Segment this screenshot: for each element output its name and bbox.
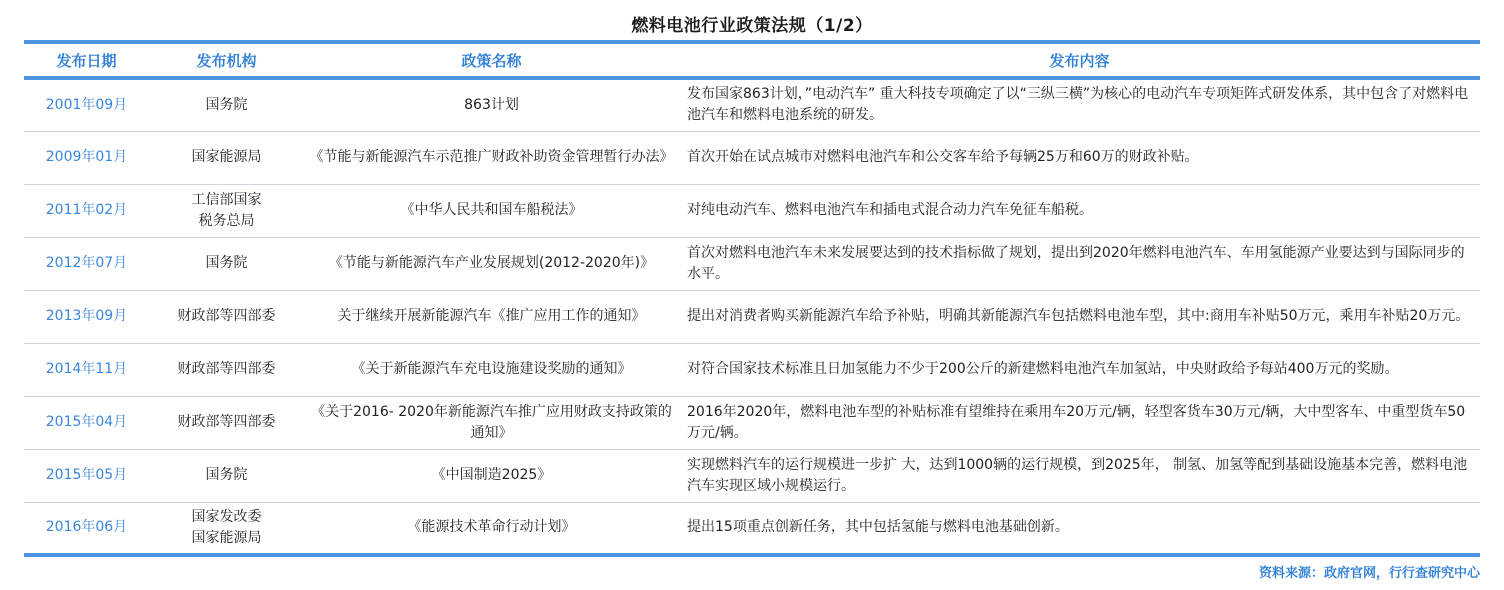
cell-org <box>149 237 304 290</box>
cell-content: 提出15项重点创新任务，其中包括氢能与燃料电池基础创新。 <box>679 502 1480 555</box>
org-line: 国家发改委 <box>191 508 262 525</box>
cell-policy-name: 《关于2016- 2020年新能源汽车推广应用财政支持政策的通知》 <box>304 396 679 449</box>
cell-content: 首次开始在试点城市对燃料电池汽车和公交客车给予每辆25万和60万的财政补贴。 <box>679 131 1480 184</box>
cell-date: 2016年06月 <box>24 502 149 555</box>
cell-content: 首次对燃料电池汽车未来发展要达到的技术指标做了规划，提出到2020年燃料电池汽车、车用氢能源产业要达到与国际同步的水平。 <box>679 237 1480 290</box>
cell-org <box>149 184 304 237</box>
table-row <box>24 449 1480 502</box>
header-date: 发布日期 <box>24 42 149 78</box>
table-row <box>24 502 1480 555</box>
header-content: 发布内容 <box>679 42 1480 78</box>
cell-date: 2015年05月 <box>24 449 149 502</box>
cell-policy-name: 863计划 <box>304 78 679 131</box>
cell-policy-name: 关于继续开展新能源汽车《推广应用工作的通知》 <box>304 290 679 343</box>
cell-date: 2014年11月 <box>24 343 149 396</box>
cell-content: 2016年2020年，燃料电池车型的补贴标准有望维持在乘用车20万元/辆，轻型客货车30万元/辆，大中型客车、中重型货车50万元/辆。 <box>679 396 1480 449</box>
table-row <box>24 184 1480 237</box>
org-line: 国务院 <box>205 255 248 271</box>
cell-org <box>149 78 304 131</box>
cell-date: 2011年02月 <box>24 184 149 237</box>
cell-content: 对纯电动汽车、燃料电池汽车和插电式混合动力汽车免征车船税。 <box>679 184 1480 237</box>
cell-org <box>149 290 304 343</box>
table-header-row <box>24 42 1480 78</box>
org-line: 税务总局 <box>198 212 255 229</box>
org-line: 国家能源局 <box>191 149 262 165</box>
org-line: 国家能源局 <box>191 529 262 546</box>
org-line: 财政部等四部委 <box>177 308 276 324</box>
table-row <box>24 131 1480 184</box>
cell-org <box>149 449 304 502</box>
org-line: 国务院 <box>205 467 248 483</box>
cell-date: 2012年07月 <box>24 237 149 290</box>
cell-org <box>149 131 304 184</box>
source-note: 资料来源：政府官网，行行查研究中心 <box>1258 566 1480 581</box>
table-row <box>24 78 1480 131</box>
cell-policy-name: 《能源技术革命行动计划》 <box>304 502 679 555</box>
header-org: 发布机构 <box>149 42 304 78</box>
table-row <box>24 237 1480 290</box>
org-line: 财政部等四部委 <box>177 361 276 377</box>
cell-org <box>149 396 304 449</box>
cell-date: 2015年04月 <box>24 396 149 449</box>
header-name: 政策名称 <box>304 42 679 78</box>
cell-content: 对符合国家技术标准且日加氢能力不少于200公斤的新建燃料电池汽车加氢站，中央财政给予每站400万元的奖励。 <box>679 343 1480 396</box>
cell-policy-name: 《节能与新能源汽车产业发展规划(2012-2020年)》 <box>304 237 679 290</box>
policy-table <box>24 40 1480 557</box>
org-line: 工信部国家 <box>191 191 262 208</box>
page-title: 燃料电池行业政策法规（1/2） <box>631 16 873 36</box>
cell-content: 发布国家863计划，”电动汽车” 重大科技专项确定了以“三纵三横”为核心的电动汽车专项矩阵式研发体系，其中包含了对燃料电池汽车和燃料电池系统的研发。 <box>679 78 1480 131</box>
cell-policy-name: 《中国制造2025》 <box>304 449 679 502</box>
org-line: 国务院 <box>205 96 248 113</box>
cell-policy-name: 《节能与新能源汽车示范推广财政补助资金管理暂行办法》 <box>304 131 679 184</box>
cell-date: 2001年09月 <box>24 78 149 131</box>
cell-date: 2009年01月 <box>24 131 149 184</box>
cell-policy-name: 《关于新能源汽车充电设施建设奖励的通知》 <box>304 343 679 396</box>
org-line: 财政部等四部委 <box>177 414 276 430</box>
table-row <box>24 343 1480 396</box>
cell-org <box>149 343 304 396</box>
cell-policy-name: 《中华人民共和国车船税法》 <box>304 184 679 237</box>
cell-org <box>149 502 304 555</box>
table-row <box>24 290 1480 343</box>
cell-date: 2013年09月 <box>24 290 149 343</box>
table-row <box>24 396 1480 449</box>
cell-content: 实现燃料汽车的运行规模进一步扩 大，达到1000辆的运行规模，到2025年， 制氢、加氢等配到基础设施基本完善，燃料电池汽车实现区域小规模运行。 <box>679 449 1480 502</box>
cell-content: 提出对消费者购买新能源汽车给予补贴，明确其新能源汽车包括燃料电池车型，其中:商用车补贴50万元，乘用车补贴20万元。 <box>679 290 1480 343</box>
